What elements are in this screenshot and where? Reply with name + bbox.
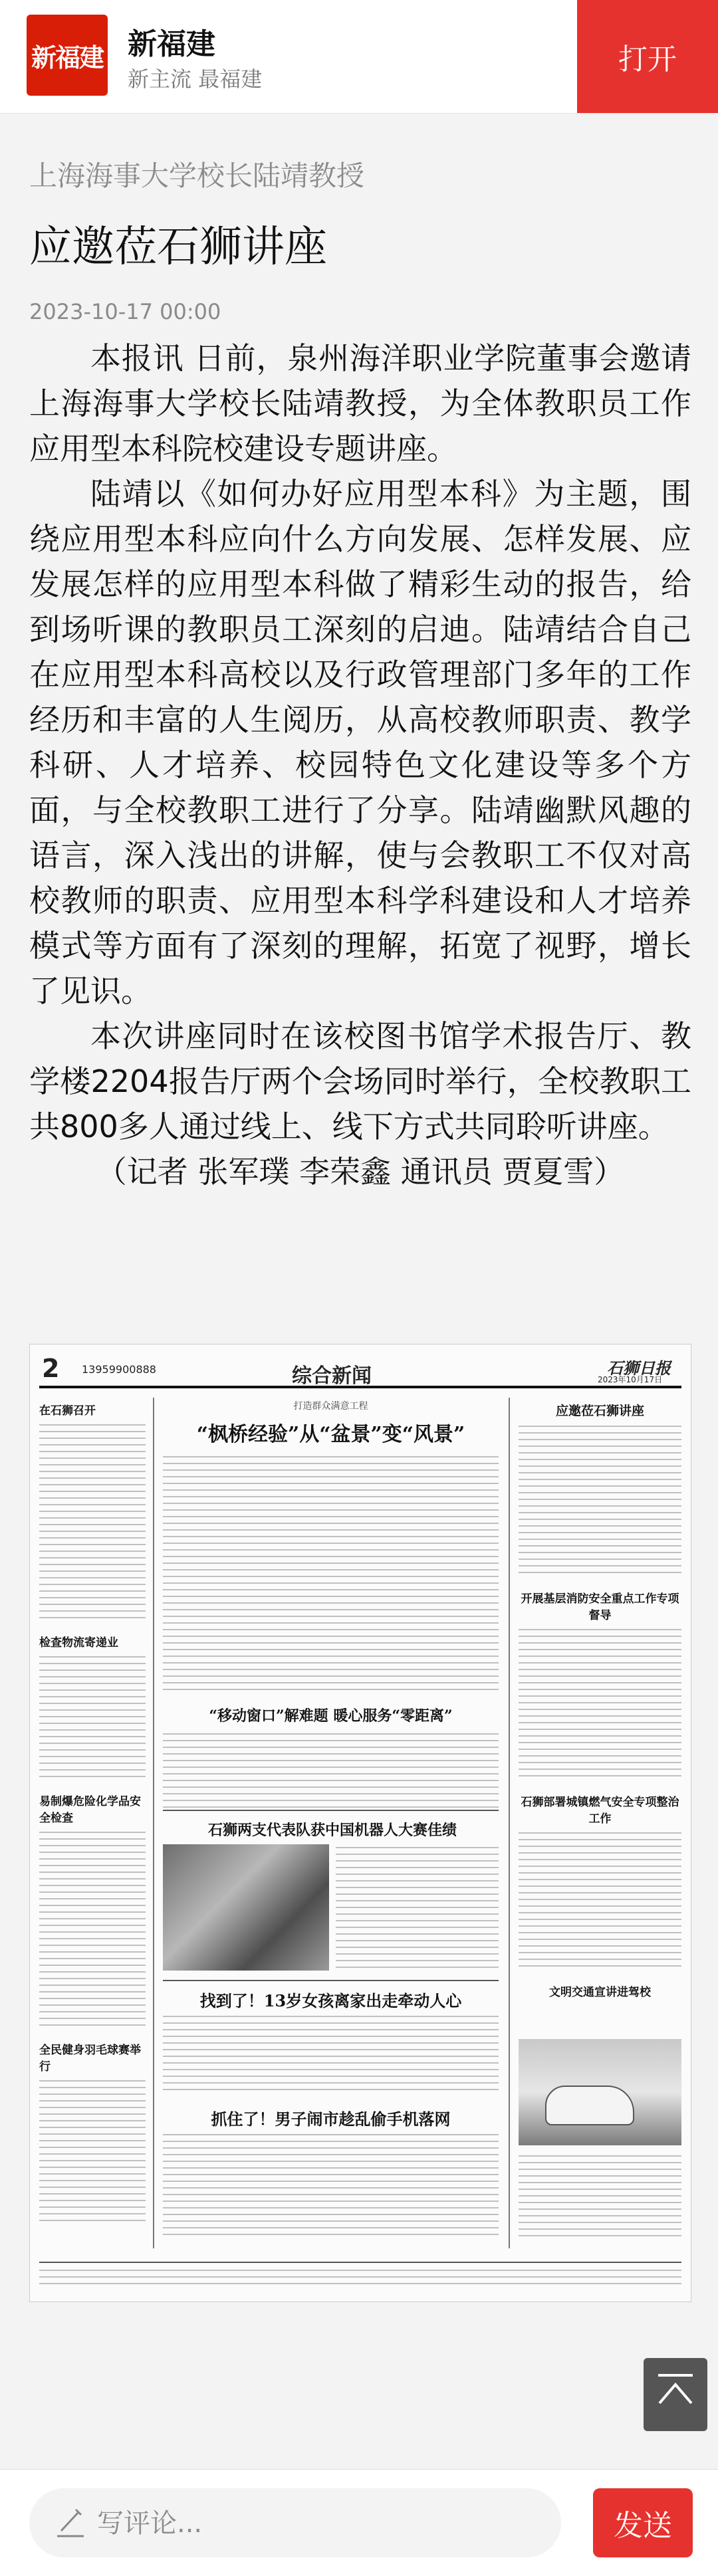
car-photo	[519, 2039, 681, 2145]
main-story	[163, 1399, 499, 1813]
main-story-kicker: 打造群众满意工程	[293, 1401, 368, 1412]
article-paragraph: 本报讯 日前，泉州海洋职业学院董事会邀请上海海事大学校长陆靖教授，为全体教职员工作应用型本科院校建设专题讲座。	[29, 340, 691, 467]
article-kicker: 上海海事大学校长陆靖教授	[29, 160, 365, 192]
text-block	[163, 2134, 499, 2240]
send-button[interactable]: 发送	[593, 2488, 693, 2557]
column-divider	[153, 1398, 154, 2248]
news-headline: 在石狮召开	[39, 1404, 96, 1418]
found-story-headline: 找到了！13岁女孩离家出走牵动人心	[199, 1991, 462, 2010]
rule	[39, 2262, 681, 2263]
rule	[163, 1980, 499, 1981]
text-block	[39, 1832, 146, 2031]
app-top-bar	[0, 0, 718, 114]
comment-input[interactable]	[96, 2503, 537, 2544]
newspaper-footer-text	[39, 2270, 681, 2284]
comment-bar	[0, 2469, 718, 2576]
text-block	[39, 2080, 146, 2226]
right-column	[519, 1401, 681, 1999]
app-name: 新福建	[128, 27, 215, 61]
article-paragraph: 陆靖以《如何办好应用型本科》为主题，围绕应用型本科应向什么方向发展、怎样发展、应发展怎样的应用型本科做了精彩生动的报告，给到场听课的教职员工深刻的启迪。陆靖结合自己在应用型本科高校以及行政管理部门多年的工作经历和丰富的人生阅历，从高校教师职责、教学科研、人才培养、校园特色文化建设等多个方面，与全校教职工进行了分享。陆靖幽默风趣的语言，深入浅出的讲解，使与会教职工不仅对高校教师的职责、应用型本科学科建设和人才培养模式等方面有了深刻的理解，拓宽了视野，增长了见识。	[29, 476, 691, 1009]
newspaper-page-image[interactable]	[29, 1344, 691, 2302]
newspaper-masthead: 石狮日报	[607, 1358, 671, 1378]
article-signature: （记者 张军璞 李荣鑫 通讯员 贾夏雪）	[96, 1154, 625, 1190]
arrow-up-icon	[656, 2371, 695, 2418]
pencil-icon	[53, 2506, 88, 2540]
comment-box[interactable]	[29, 2488, 561, 2557]
app-logo[interactable]	[27, 15, 108, 96]
newspaper-section: 综合新闻	[292, 1364, 372, 1388]
newspaper-header	[39, 1354, 681, 1388]
news-headline: 文明交通宣讲进驾校	[549, 1986, 651, 1999]
news-headline: 应邀莅石狮讲座	[555, 1404, 644, 1418]
text-block	[519, 2155, 681, 2242]
left-column	[39, 1401, 146, 2226]
text-block	[336, 1847, 499, 1971]
article-body	[29, 336, 691, 1194]
news-headline: 开展基层消防安全重点工作专项督导	[521, 1592, 679, 1622]
text-block	[519, 1426, 681, 1578]
text-block	[519, 1629, 681, 1782]
rule	[163, 1810, 499, 1811]
news-headline: 检查物流寄递业	[39, 1636, 118, 1650]
news-headline: 易制爆危险化学品安全检查	[39, 1795, 141, 1825]
newspaper-phone: 13959900888	[82, 1363, 156, 1376]
column-divider	[509, 1398, 510, 2248]
news-headline: 全民健身羽毛球赛举行	[39, 2044, 141, 2074]
sub-story-headline: “移动窗口”解难题 暖心服务“零距离”	[209, 1707, 453, 1725]
robot-story-headline: 石狮两支代表队获中国机器人大赛佳绩	[207, 1822, 457, 1839]
app-slogan: 新主流 最福建	[128, 66, 263, 92]
app-logo-text: 新福建	[31, 42, 103, 72]
robot-competition-photo	[163, 1844, 329, 1971]
newspaper-page-number: 2	[42, 1354, 60, 1383]
main-story-headline: “枫桥经验”从“盆景”变“风景”	[196, 1423, 465, 1446]
newspaper-date: 2023年10月17日	[598, 1375, 663, 1384]
text-block	[39, 1656, 146, 1782]
article-date: 2023-10-17 00:00	[29, 299, 221, 324]
news-headline: 石狮部署城镇燃气安全专项整治工作	[521, 1796, 679, 1826]
caught-story-headline: 抓住了！男子闹市趁乱偷手机落网	[211, 2109, 451, 2129]
article-paragraph: 本次讲座同时在该校图书馆学术报告厅、教学楼2204报告厅两个会场同时举行，全校教职工共800多人通过线上、线下方式共同聆听讲座。	[29, 1018, 691, 1144]
car-shape	[545, 2086, 634, 2125]
text-block	[39, 1424, 146, 1624]
text-block	[163, 1733, 499, 1813]
article-title: 应邀莅石狮讲座	[29, 223, 327, 272]
text-block	[163, 2016, 499, 2095]
scroll-to-top-button[interactable]	[644, 2358, 707, 2431]
text-block	[163, 1456, 499, 1695]
text-block	[519, 1832, 681, 1972]
open-app-button[interactable]: 打开	[577, 0, 718, 113]
